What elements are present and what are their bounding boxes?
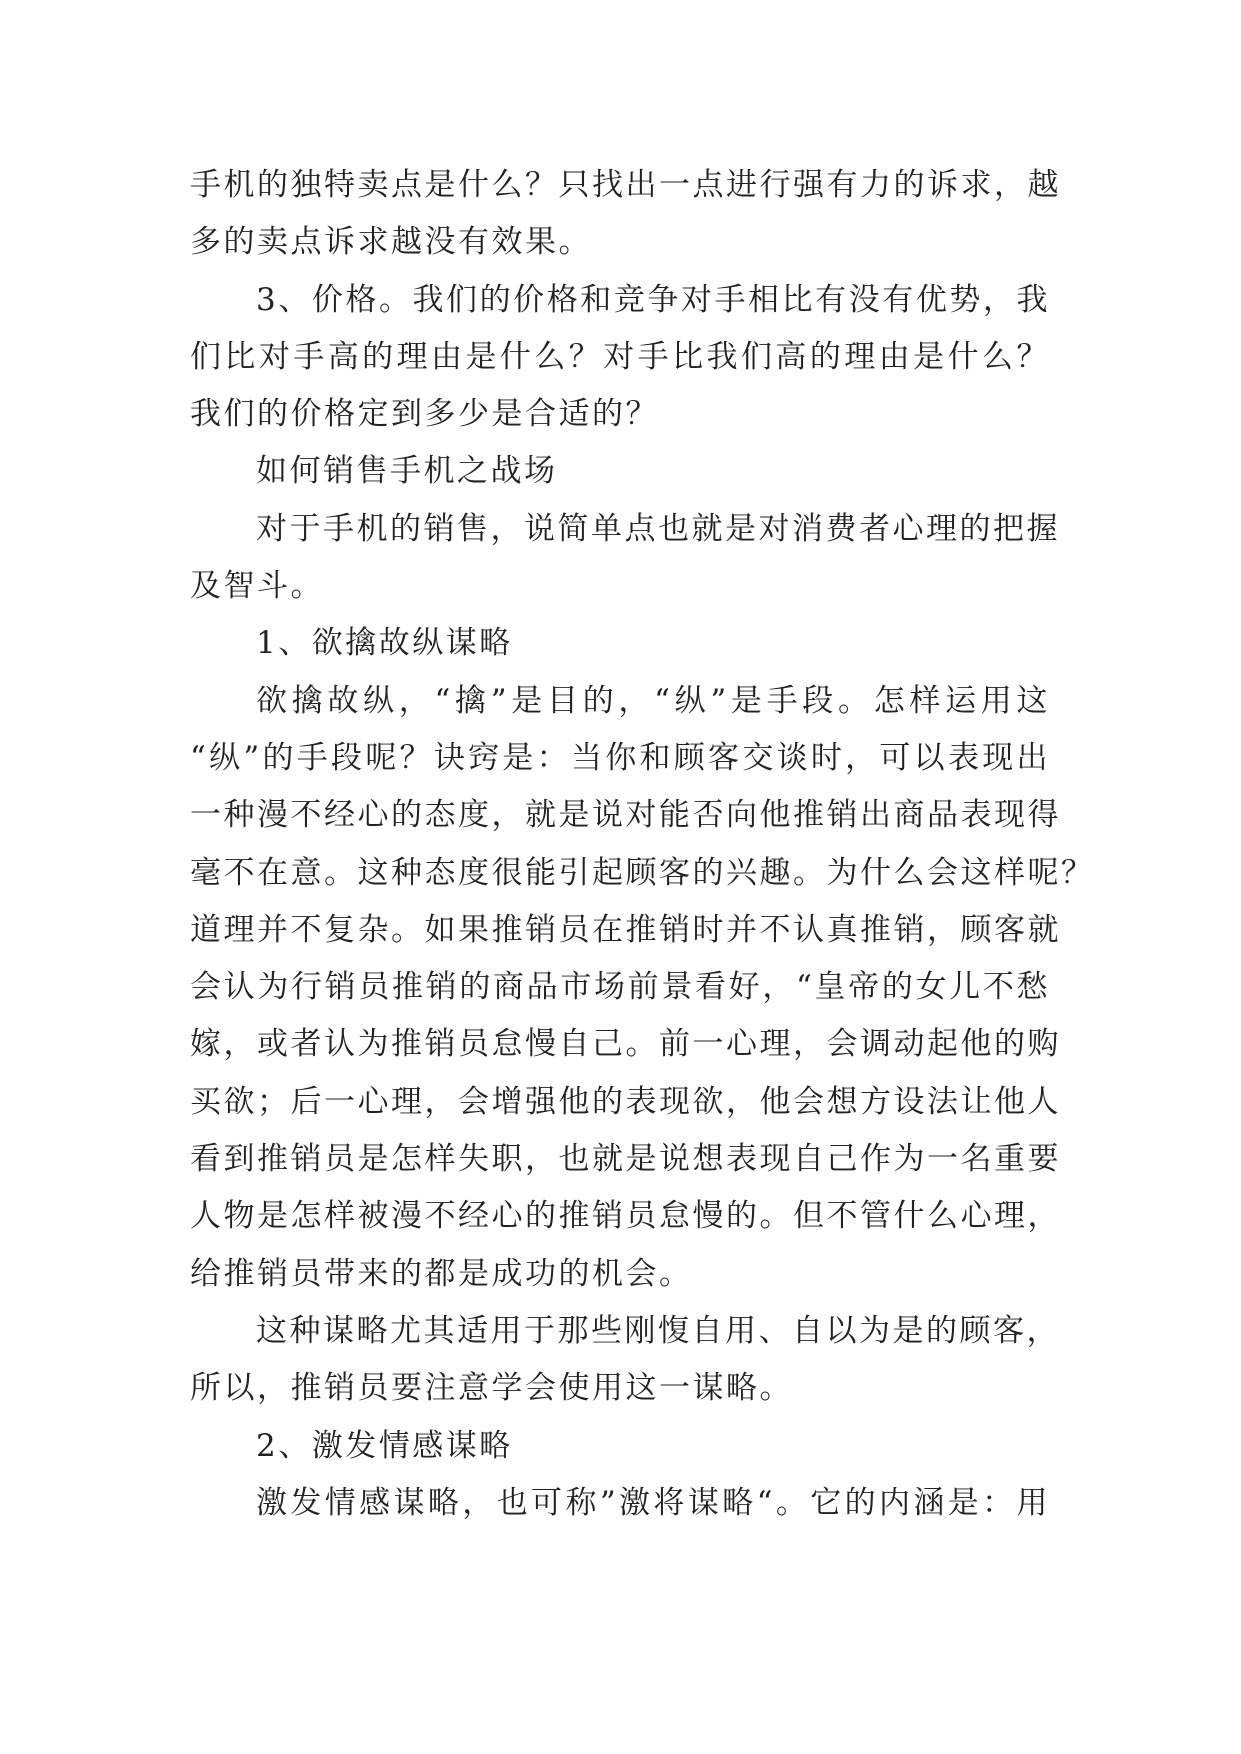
text-line: 嫁，或者认为推销员怠慢自己。前一心理，会调动起他的购 <box>190 1026 1061 1063</box>
text-line: 及智斗。 <box>190 568 324 605</box>
text-line: 们比对手高的理由是什么？对手比我们高的理由是什么？ <box>190 338 1050 375</box>
text-line: 买欲；后一心理，会增强他的表现欲，他会想方设法让他人 <box>190 1083 1061 1120</box>
body-text <box>190 157 1095 1532</box>
text-line: “纵”的手段呢？诀窍是：当你和顾客交谈时，可以表现出 <box>190 739 1050 776</box>
text-line: 一种漫不经心的态度，就是说对能否向他推销出商品表现得 <box>190 797 1061 834</box>
subsection-heading: 1、欲擒故纵谋略 <box>256 625 513 662</box>
text-line: 会认为行销员推销的商品市场前景看好，“皇帝的女儿不愁 <box>190 969 1050 1006</box>
subsection-heading: 2、激发情感谋略 <box>256 1427 513 1464</box>
text-line: 这种谋略尤其适用于那些刚愎自用、自以为是的顾客， <box>256 1312 1060 1349</box>
text-line: 给推销员带来的都是成功的机会。 <box>190 1255 693 1292</box>
text-line: 手机的独特卖点是什么？只找出一点进行强有力的诉求，越 <box>190 167 1061 203</box>
text-line: 人物是怎样被漫不经心的推销员怠慢的。但不管什么心理， <box>190 1198 1061 1235</box>
text-line: 看到推销员是怎样失职，也就是说想表现自己作为一名重要 <box>190 1141 1061 1178</box>
text-line: 激发情感谋略，也可称”激将谋略“。它的内涵是：用 <box>256 1484 1050 1521</box>
text-line: 多的卖点诉求越没有效果。 <box>190 224 592 261</box>
text-line: 欲擒故纵，“擒”是目的，“纵”是手段。怎样运用这 <box>256 682 1050 719</box>
text-line: 毫不在意。这种态度很能引起顾客的兴趣。为什么会这样呢？ <box>190 854 1095 891</box>
section-heading: 如何销售手机之战场 <box>256 453 558 490</box>
text-line: 道理并不复杂。如果推销员在推销时并不认真推销，顾客就 <box>190 911 1061 948</box>
text-line: 所以，推销员要注意学会使用这一谋略。 <box>190 1370 793 1407</box>
text-line: 对于手机的销售，说简单点也就是对消费者心理的把握 <box>256 510 1060 547</box>
text-line: 3、价格。我们的价格和竞争对手相比有没有优势，我 <box>256 281 1050 318</box>
text-line: 我们的价格定到多少是合适的？ <box>190 396 659 433</box>
